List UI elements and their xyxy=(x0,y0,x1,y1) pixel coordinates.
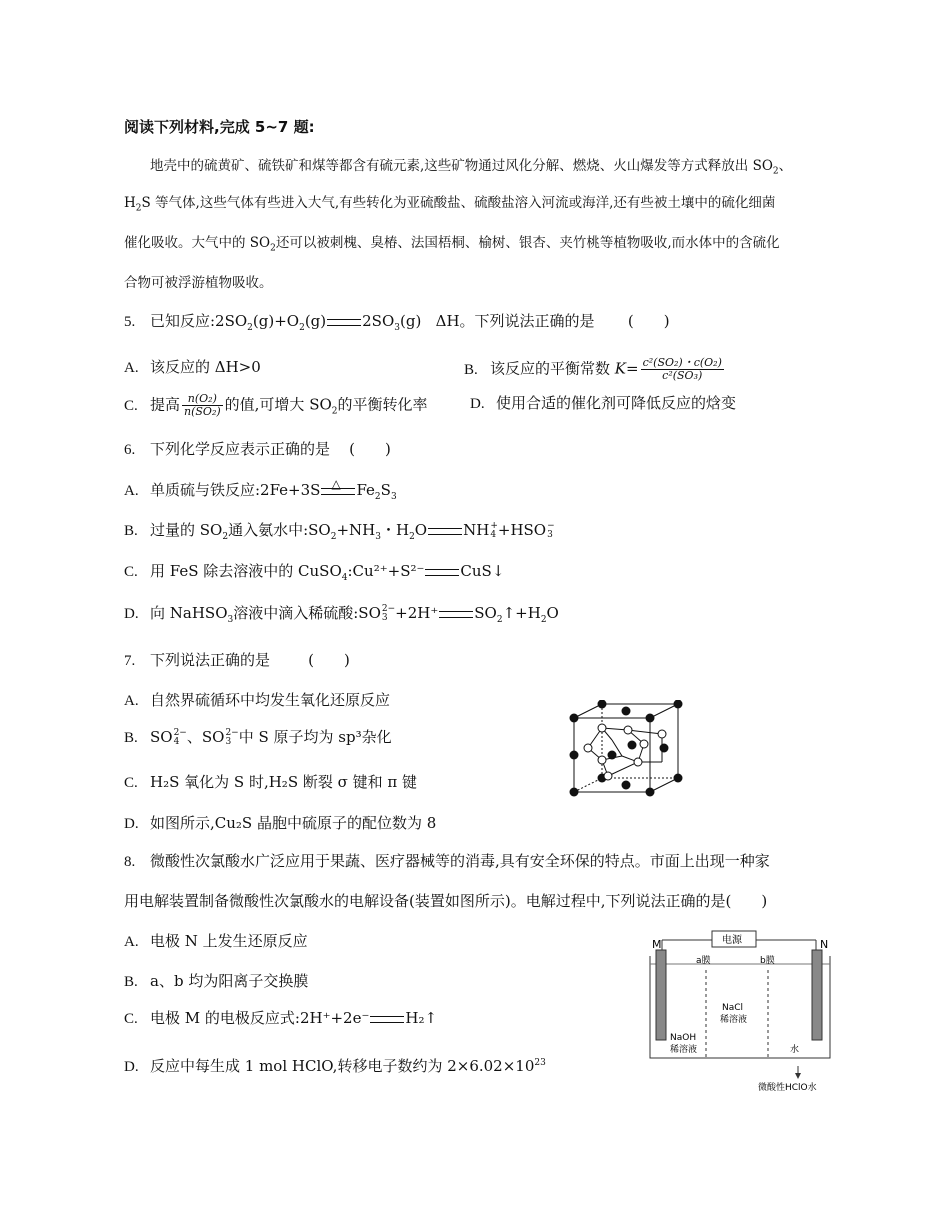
question-5-option-c[interactable]: C. 提高 $\frac{\text{n(O₂)}}{\text{n(SO₂)}}$ 的值,可增大 $SO_2$的平衡转化率 xyxy=(124,392,428,418)
question-8-stem-line-1: 8. 微酸性次氯酸水广泛应用于果蔬、医疗器械等的消毒,具有安全环保的特点。市面上出现一种家 xyxy=(124,852,770,870)
question-7-option-b[interactable]: B. SO 2− 4 、SO 2− 3 中 S 原子均为 sp³杂化 xyxy=(124,728,392,747)
question-6-stem: 6. 下列化学反应表示正确的是 ( ) xyxy=(124,440,391,458)
equals-sign xyxy=(425,569,459,576)
equals-sign xyxy=(327,319,361,326)
question-8-option-d[interactable]: D. 反应中每生成 1 mol HClO,转移电子数约为 $2\times 6.02\times 10^{23}$ xyxy=(124,1057,546,1075)
electrode-m xyxy=(656,950,666,1040)
svg-text:N: N xyxy=(820,938,829,951)
question-7-stem: 7. 下列说法正确的是 ( ) xyxy=(124,651,350,669)
section-heading: 阅读下列材料,完成 5~7 题: xyxy=(124,118,315,136)
question-8-stem-line-2: 用电解装置制备微酸性次氯酸水的电解设备(装置如图所示)。电解过程中,下列说法正确的是( ) xyxy=(124,892,768,910)
svg-text:b膜: b膜 xyxy=(760,956,775,966)
equals-sign xyxy=(370,1016,404,1023)
equilibrium-constant-fraction: $\frac{\text{c²(SO₂)・c(O₂)}}{\text{c²(SO₃)}}$ xyxy=(642,356,722,382)
passage-line-2: $H_2S$ 等气体,这些气体有些进入大气,有些转化为亚硫酸盐、硫酸盐溶入河流或海洋,还有些被土壤中的硫化细菌 xyxy=(124,195,776,214)
svg-text:NaOH: NaOH xyxy=(670,1033,697,1043)
question-5-option-b[interactable]: B. 该反应的平衡常数 K= $\frac{\text{c²(SO₂)・c(O₂)}}{\text{c²(SO₃)}}$ xyxy=(464,356,722,382)
svg-text:稀溶液: 稀溶液 xyxy=(670,1045,698,1055)
question-7-option-c[interactable]: C. H₂S 氧化为 S 时,H₂S 断裂 σ 键和 π 键 xyxy=(124,773,418,791)
passage-line-4: 合物可被浮游植物吸收。 xyxy=(124,275,273,291)
electrode-n xyxy=(812,950,822,1040)
question-8-option-b[interactable]: B. a、b 均为阳离子交换膜 xyxy=(124,972,309,990)
question-7-option-a[interactable]: A. 自然界硫循环中均发生氧化还原反应 xyxy=(124,691,391,709)
question-8-option-a[interactable]: A. 电极 N 上发生还原反应 xyxy=(124,932,308,950)
crystal-cell-figure xyxy=(562,700,690,798)
passage-line-3: 催化吸收。大气中的 $SO_2$还可以被刺槐、臭椿、法国梧桐、榆树、银杏、夹竹桃等植物吸收,而水体中的含硫化 xyxy=(124,235,780,254)
svg-text:NaCl: NaCl xyxy=(722,1003,744,1013)
equals-sign-with-heat: △ xyxy=(321,488,355,495)
question-5-stem: 5. 已知反应$:2SO_2(g)+O_2(g)$ $2SO_3(g)$ ΔH。下列说法正确的是 ( ) xyxy=(124,312,670,333)
question-5-option-d[interactable]: D. 使用合适的催化剂可降低反应的焓变 xyxy=(470,394,737,412)
equals-sign xyxy=(428,528,462,535)
question-5-option-a[interactable]: A. 该反应的 ΔH>0 xyxy=(124,358,261,376)
passage-line-1: 地壳中的硫黄矿、硫铁矿和煤等都含有硫元素,这些矿物通过风化分解、燃烧、火山爆发等方式释放出 $SO_2$、 xyxy=(150,158,793,177)
svg-text:M: M xyxy=(652,938,662,951)
question-7-option-d[interactable]: D. 如图所示,Cu₂S 晶胞中硫原子的配位数为 8 xyxy=(124,814,437,832)
question-6-option-c[interactable]: C. 用 FeS 除去溶液中的 CuSO$_4$:Cu²⁺+S²⁻ CuS↓ xyxy=(124,562,505,583)
electrolysis-figure xyxy=(640,926,840,1096)
copper-atoms xyxy=(584,724,666,780)
question-6-option-b[interactable]: B. 过量的 $SO_2$通入氨水中$:SO_2+NH_3$・$H_2O$ NH + 4 +HSO − 3 xyxy=(124,521,555,542)
mole-ratio-fraction: $\frac{\text{n(O₂)}}{\text{n(SO₂)}}$ xyxy=(184,392,221,418)
svg-text:水: 水 xyxy=(790,1045,800,1055)
svg-text:电源: 电源 xyxy=(722,935,742,946)
question-6-option-d[interactable]: D. 向 NaHSO$_3$溶液中滴入稀硫酸:SO 2− 3 +2H⁺ $SO_2↑+H_2O$ xyxy=(124,604,559,625)
svg-text:a膜: a膜 xyxy=(696,956,711,966)
question-8-option-c[interactable]: C. 电极 M 的电极反应式:2H⁺+2e⁻ H₂↑ xyxy=(124,1009,438,1027)
svg-text:微酸性HClO水: 微酸性HClO水 xyxy=(758,1083,817,1093)
svg-text:稀溶液: 稀溶液 xyxy=(720,1015,748,1025)
question-6-option-a[interactable]: A. 单质硫与铁反应:2Fe+3S △ $Fe_2S_3$ xyxy=(124,476,397,502)
equals-sign xyxy=(439,611,473,618)
